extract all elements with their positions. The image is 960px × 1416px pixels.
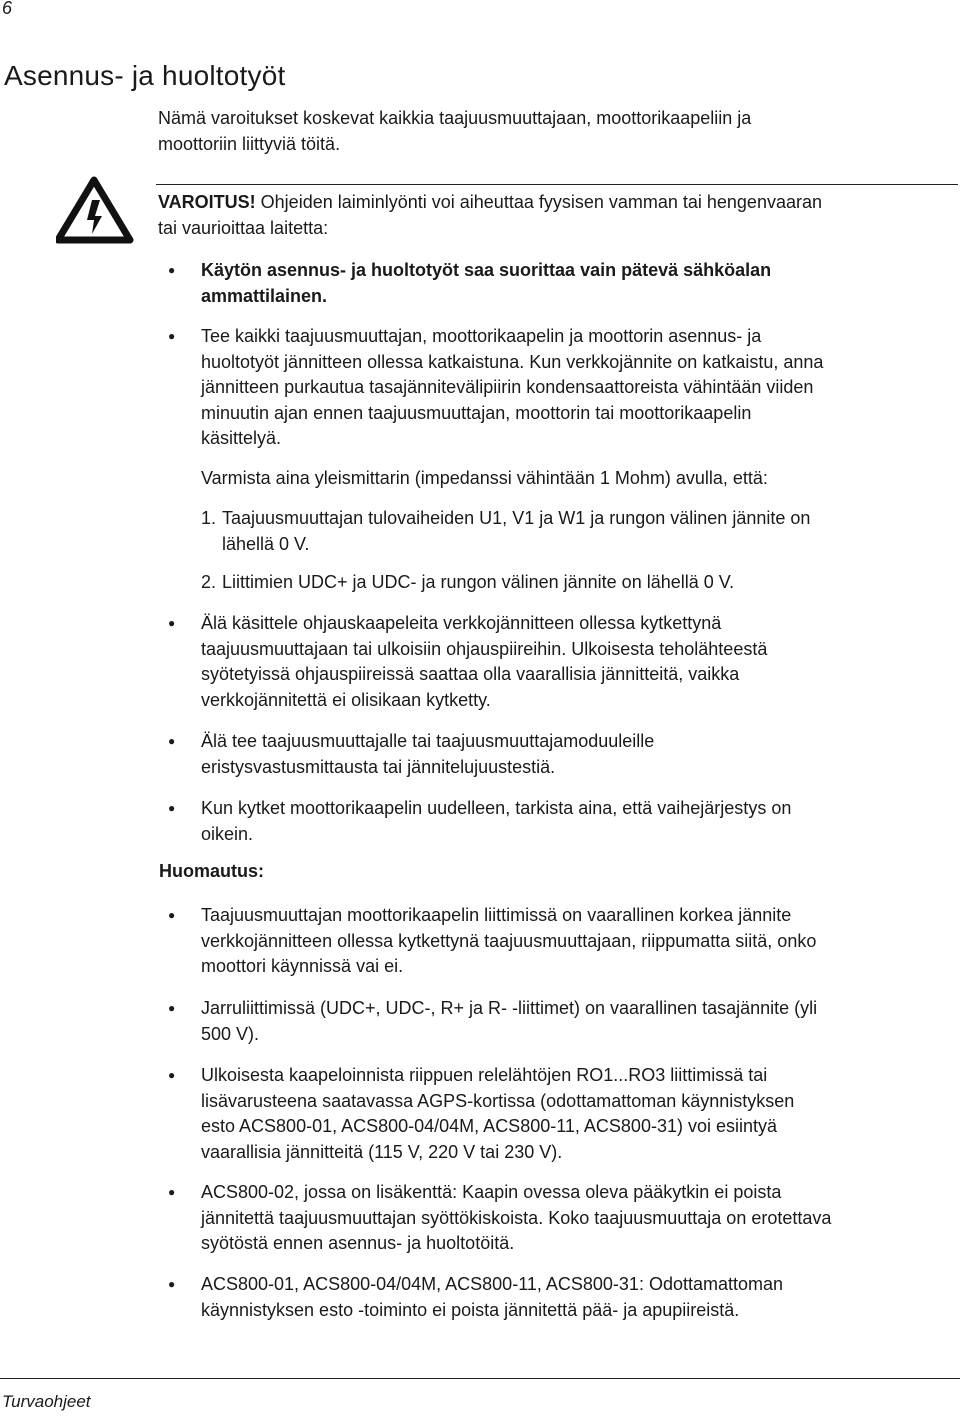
note-item: Taajuusmuuttajan moottorikaapelin liittimissä on vaarallinen korkea jännite verkkojännitteen ollessa kytkettynä taajuusmuuttajaan, riippumatta siitä, onko moottori käynnissä vai ei. — [201, 905, 817, 976]
warning-item: Älä käsittele ohjauskaapeleita verkkojännitteen ollessa kytkettynä taajuusmuuttajaan tai ulkoisiin ohjauspiireihin. Ulkoisesta teholähteestä syötetyissä ohjauspiireissä saattaa olla vaarallisia jännitteitä, vaikka verkkojännitettä ei olisikaan kytketty. — [201, 613, 768, 710]
bullet-icon — [168, 618, 178, 628]
bullet-icon — [168, 1003, 178, 1013]
bullet-icon — [168, 736, 178, 746]
verify-text: Varmista aina yleismittarin (impedanssi vähintään 1 Mohm) avulla, että: — [201, 468, 768, 488]
warning-item: Kun kytket moottorikaapelin uudelleen, tarkista aina, että vaihejärjestys on oikein. — [201, 798, 792, 844]
bullet-icon — [168, 1279, 178, 1289]
warning-divider — [156, 184, 958, 185]
warning-body: Ohjeiden laiminlyönti voi aiheuttaa fyysisen vamman tai hengenvaaran tai vaurioittaa laitetta: — [158, 192, 822, 238]
warning-item: Älä tee taajuusmuuttajalle tai taajuusmuuttajamoduuleille eristysvastusmittausta tai jännitelujuustestiä. — [201, 731, 655, 777]
step-number: 1. — [201, 508, 217, 528]
note-item: Jarruliittimissä (UDC+, UDC-, R+ ja R- -liittimet) on vaarallinen tasajännite (yli 500 V). — [201, 998, 818, 1044]
note-label: Huomautus: — [159, 861, 264, 881]
footer-title: Turvaohjeet — [2, 1392, 91, 1411]
bullet-icon — [168, 910, 178, 920]
bullet-icon — [168, 1187, 178, 1197]
bullet-icon — [168, 331, 178, 341]
warning-item: Käytön asennus- ja huoltotyöt saa suorittaa vain pätevä sähköalan ammattilainen. — [201, 260, 772, 306]
note-item: Ulkoisesta kaapeloinnista riippuen relelähtöjen RO1...RO3 liittimissä tai lisävarusteena saatavassa AGPS-kortissa (odottamattoman käynnistyksen esto ACS800-01, ACS800-04/04M, ACS800-11, ACS800-31) voi esiintyä vaarallisia jännitteitä (115 V, 220 V tai 230 V). — [201, 1065, 795, 1162]
note-item: ACS800-01, ACS800-04/04M, ACS800-11, ACS800-31: Odottamattoman käynnistyksen esto -toiminto ei poista jännitettä pää- ja apupiireistä. — [201, 1274, 784, 1320]
electrical-hazard-warning-icon — [56, 176, 136, 244]
section-heading: Asennus- ja huoltotyöt — [4, 60, 286, 91]
intro-paragraph: Nämä varoitukset koskevat kaikkia taajuusmuuttajaan, moottorikaapeliin ja moottoriin liittyviä töitä. — [158, 108, 752, 154]
warning-item: Tee kaikki taajuusmuuttajan, moottorikaapelin ja moottorin asennus- ja huoltotyöt jännitteen ollessa katkaistuna. Kun verkkojännite on katkaistu, anna jännitteen purkautua tasajännitevälipiirin kondensaattoreista vähintään viiden minuutin ajan ennen taajuusmuuttajan, moottorin tai moottorikaapelin käsittelyä. — [201, 326, 824, 448]
page-number: 6 — [2, 0, 13, 18]
bullet-icon — [168, 803, 178, 813]
bullet-icon — [168, 1070, 178, 1080]
bullet-icon — [168, 265, 178, 275]
note-item: ACS800-02, jossa on lisäkenttä: Kaapin ovessa oleva pääkytkin ei poista jännitettä taajuusmuuttajan syöttökiskoista. Koko taajuusmuuttaja on erotettava syötöstä ennen asennus- ja huoltotöitä. — [201, 1182, 832, 1253]
warning-text — [158, 190, 958, 241]
warning-label: VAROITUS! — [158, 192, 256, 212]
step-text: Taajuusmuuttajan tulovaiheiden U1, V1 ja W1 ja rungon välinen jännite on lähellä 0 V. — [222, 508, 811, 554]
step-text: Liittimien UDC+ ja UDC- ja rungon välinen jännite on lähellä 0 V. — [222, 572, 735, 592]
footer-divider — [0, 1378, 960, 1379]
step-number: 2. — [201, 572, 217, 592]
